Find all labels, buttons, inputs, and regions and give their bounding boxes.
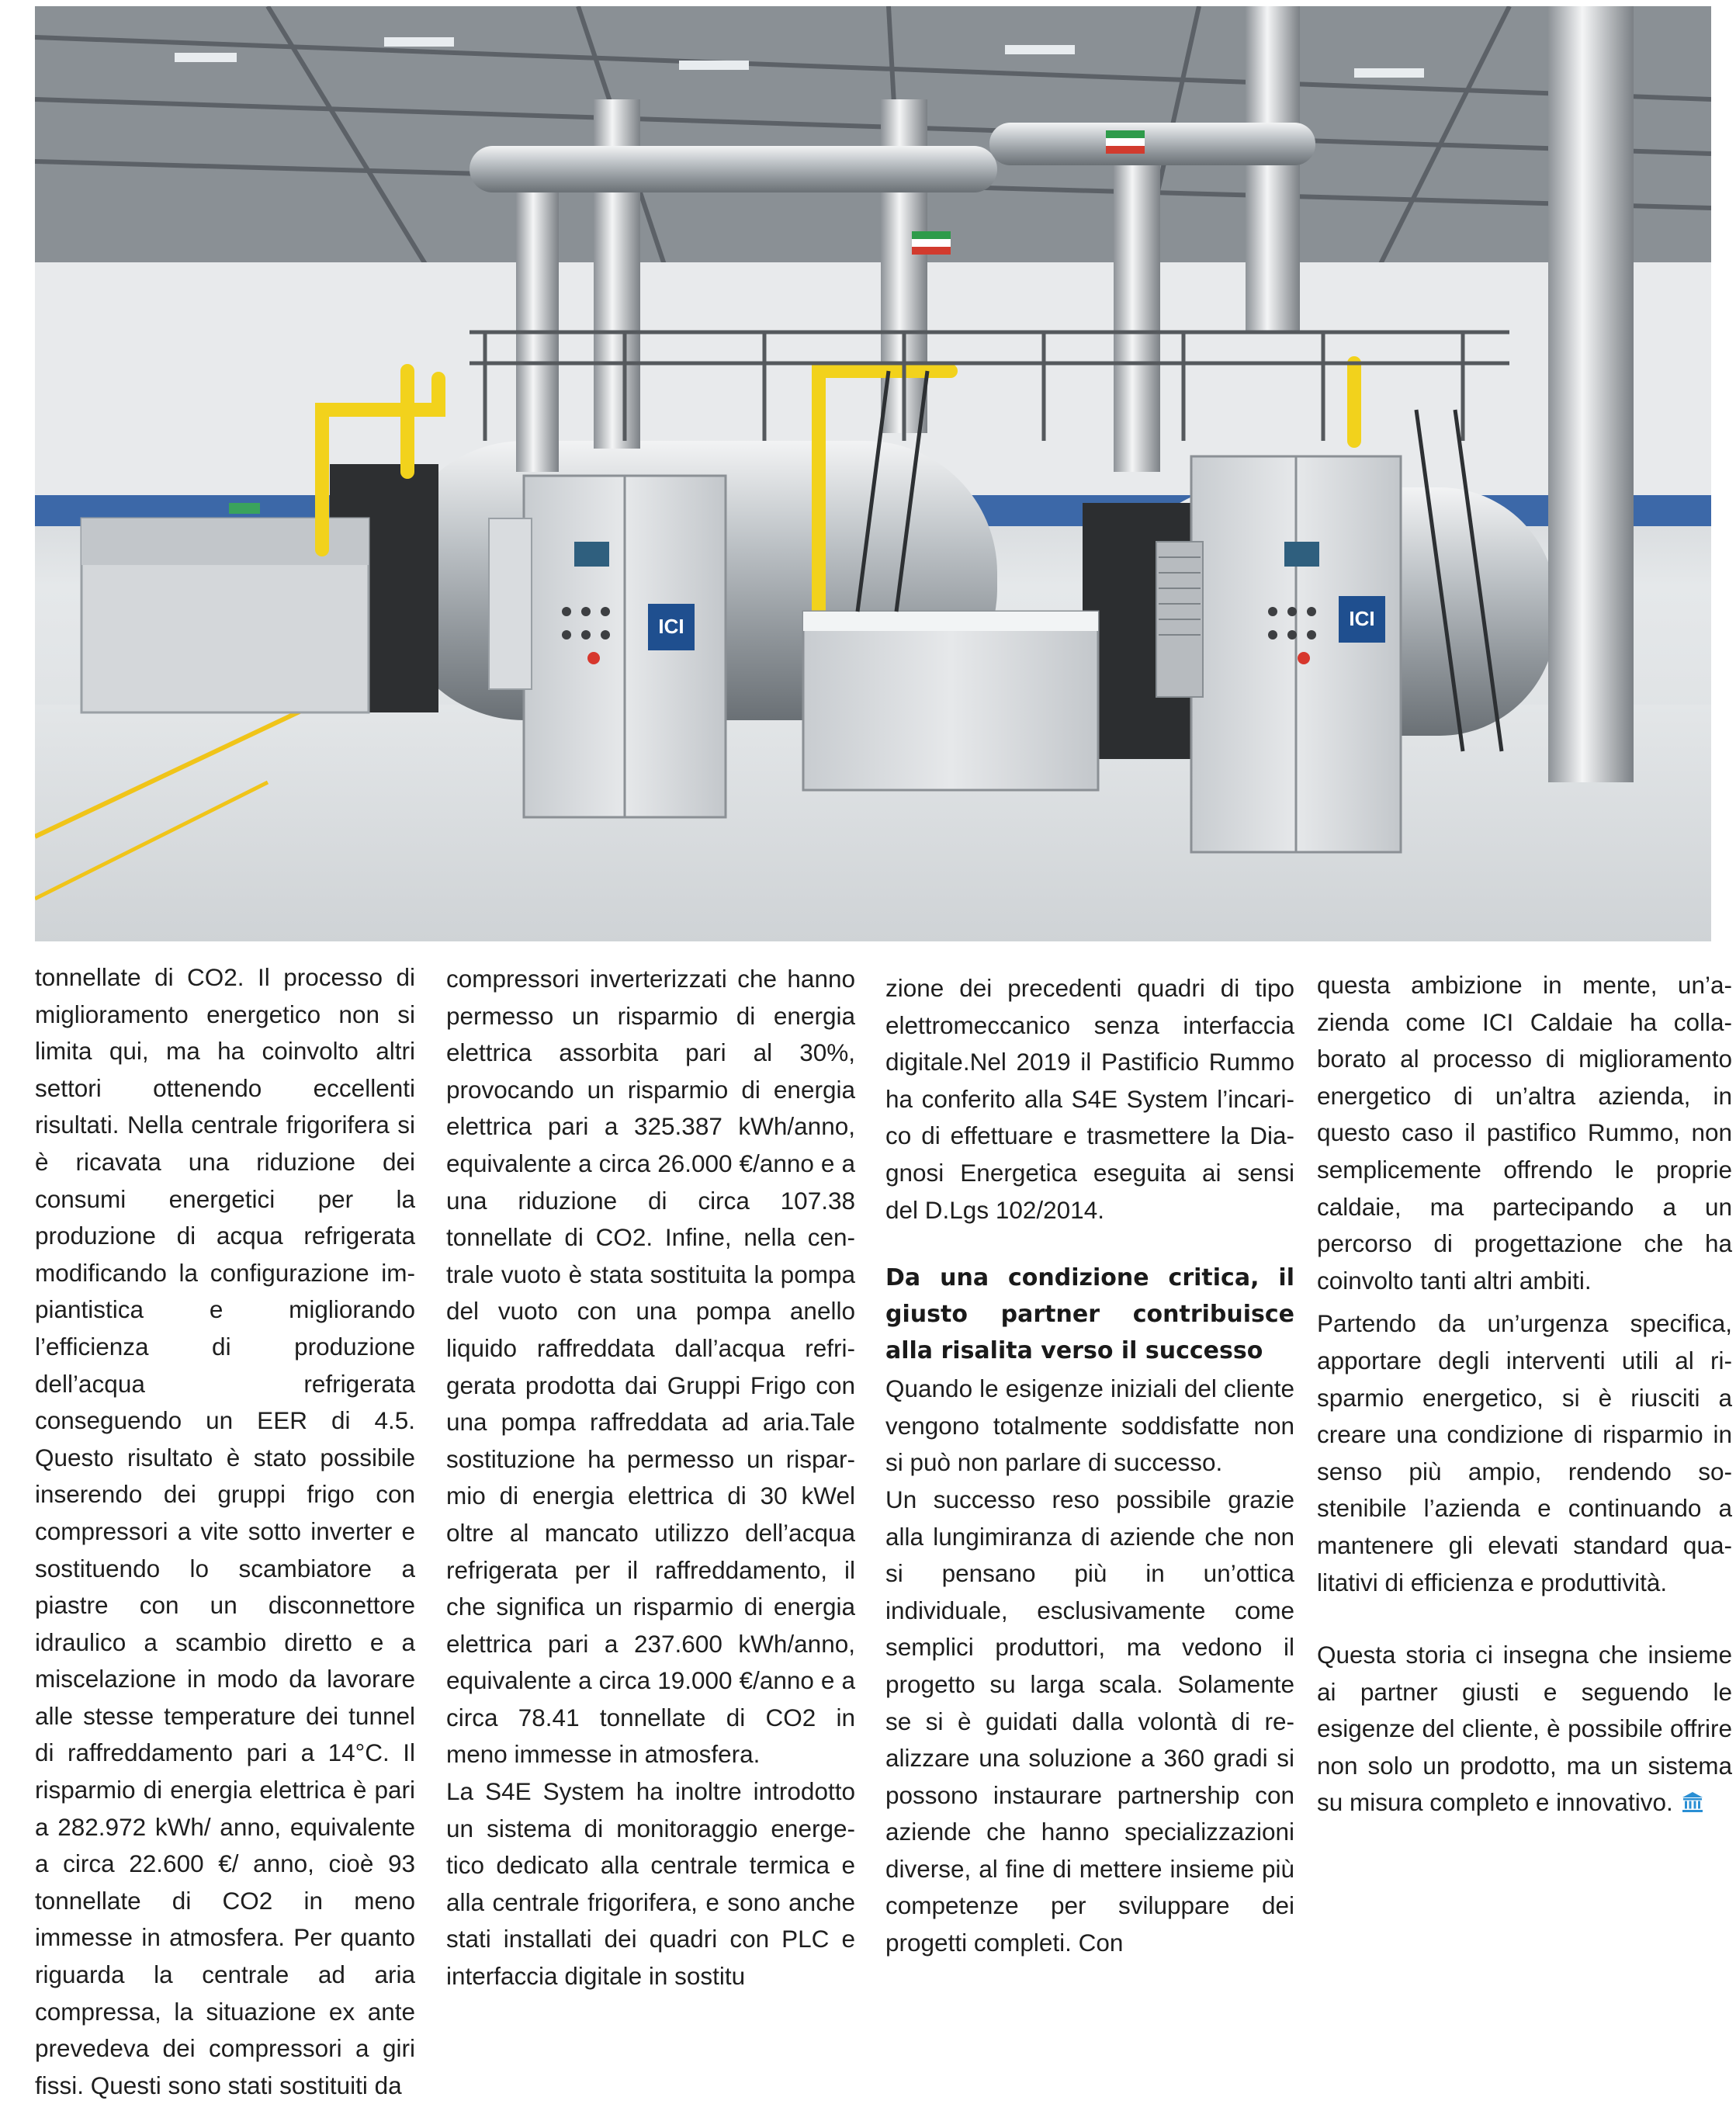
svg-text:ICI: ICI [1349,607,1375,630]
text-column-2 [446,961,855,1995]
col3-paragraph-2: Quando le esigenze iniziali del cliente vengono totalmente soddisfatte non si può non parlare di successo. [885,1374,1294,1477]
text-column-3 [885,970,1294,1962]
section-heading: Da una condizione critica, il giusto partner contribuisce alla risalita verso il successo [885,1264,1294,1365]
col4-paragraph-3-wrapper [1317,1637,1732,1822]
col3-paragraph-1: zione dei precedenti quadri di tipo elettromeccanico senza interfaccia digitale.Nel 2019 il Pastificio Rummo ha conferito alla S4E System l’incarico di effettuare e trasmettere la Diagnosi Energetica eseguita ai sensi del D.Lgs 102/2014. [885,974,1294,1224]
col4-paragraph-1: questa ambizione in mente, un’azienda come ICI Caldaie ha collaborato al processo di miglioramento energetico di un’altra azienda, in questo caso il pastifico Rummo, non semplicemente offrendo le proprie caldaie, ma partecipando a un percorso di progettazione che ha coinvolto tanti altri ambiti. [1317,971,1732,1295]
col2-paragraph-2: La S4E System ha inoltre introdotto un sistema di monitoraggio energetico dedicato alla centrale termica e alla centrale frigorifera, e sono anche stati installati dei quadri con PLC e interfaccia digitale in sostitu [446,1777,855,1991]
boiler-room-photo [35,6,1711,941]
paragraph-gap [1317,1299,1732,1305]
col3-paragraph-3: Un successo reso possibile grazie alla lungimiranza di aziende che non si pensano più in un’ottica individuale, esclusivamente come semplici produttori, ma vedono il progetto su larga scala. Solamente se si è guidati dalla volontà di realizzare una soluzione a 360 gradi si possono instaurare partnership con aziende che hanno specializzazioni diverse, al fine di mettere insieme più competenze per sviluppare dei progetti completi. Con [885,1485,1294,1957]
col4-paragraph-3: Questa storia ci insegna che insieme ai partner giusti e seguendo le esigenze del cliente, è possibile offrire non solo un prodotto, ma un sistema su misura completo e innovativo. [1317,1641,1732,1817]
paragraph-gap [1317,1601,1732,1637]
col1-paragraph: tonnellate di CO2. Il processo di miglioramento energetico non si limita qui, ma ha coinvolto altri settori ottenendo eccellenti risultati. Nella centrale frigorifera si è ricavata una riduzione dei consumi energetici per la produzione di acqua refrigerata modificando la configurazione impiantistica e migliorando l’efficienza di produzione dell’acqua refrigerata conseguendo un EER di 4.5. Questo risultato è stato possibile inserendo dei gruppi frigo con compressori a vite sotto inverter e sostituendo lo scambiatore a piastre con un disconnettore idraulico a scambio diretto e a miscelazione in modo da lavorare alle stesse temperature dei tunnel di raffreddamento pari a 14°C. Il risparmio di energia elettrica è pari a 282.972 kWh/ anno, equivalente a circa 22.600 €/ anno, cioè 93 tonnellate di CO2 in meno immesse in atmosfera. Per quanto riguarda la centrale ad aria compressa, la situazione ex ante prevedeva dei compressori a giri fissi. Questi sono stati sostituiti da [35,963,415,2099]
col4-paragraph-2: Partendo da un’urgenza specifica, apportare degli interventi utili al risparmio energetico, si è riusciti a creare una condizione di risparmio in senso più ampio, rendendo sostenibile l’azienda e continuando a mantenere gli elevati standard qualitativi di efficienza e produttività. [1317,1309,1732,1596]
text-column-4 [1317,967,1732,1822]
ici-badge-text: ICI [658,615,684,638]
text-column-1 [35,959,415,2104]
col2-paragraph-1: compressori inverterizzati che hanno permesso un risparmio di energia elettrica assorbita pari al 30%, provocando un risparmio di energia elettrica pari a 325.387 kWh/anno, equivalente a circa 26.000 €/anno e a una riduzione di circa 107.38 tonnellate di CO2. Infine, nella centrale vuoto è stata sostituita la pompa del vuoto con una pompa anello liquido raffreddata dall’acqua refrigerata prodotta dai Gruppi Frigo con una pompa raffreddata ad aria.Tale sostituzione ha permesso un risparmio di energia elettrica di 30 kWel oltre al mancato utilizzo dell’acqua refrigerata per il raffreddamento, il che significa un risparmio di energia elettrica pari a 237.600 kWh/anno, equivalente a circa 19.000 €/anno e a circa 78.41 tonnellate di CO2 in meno immesse in atmosfera. [446,965,855,1769]
column-building-icon [1681,1787,1704,1811]
